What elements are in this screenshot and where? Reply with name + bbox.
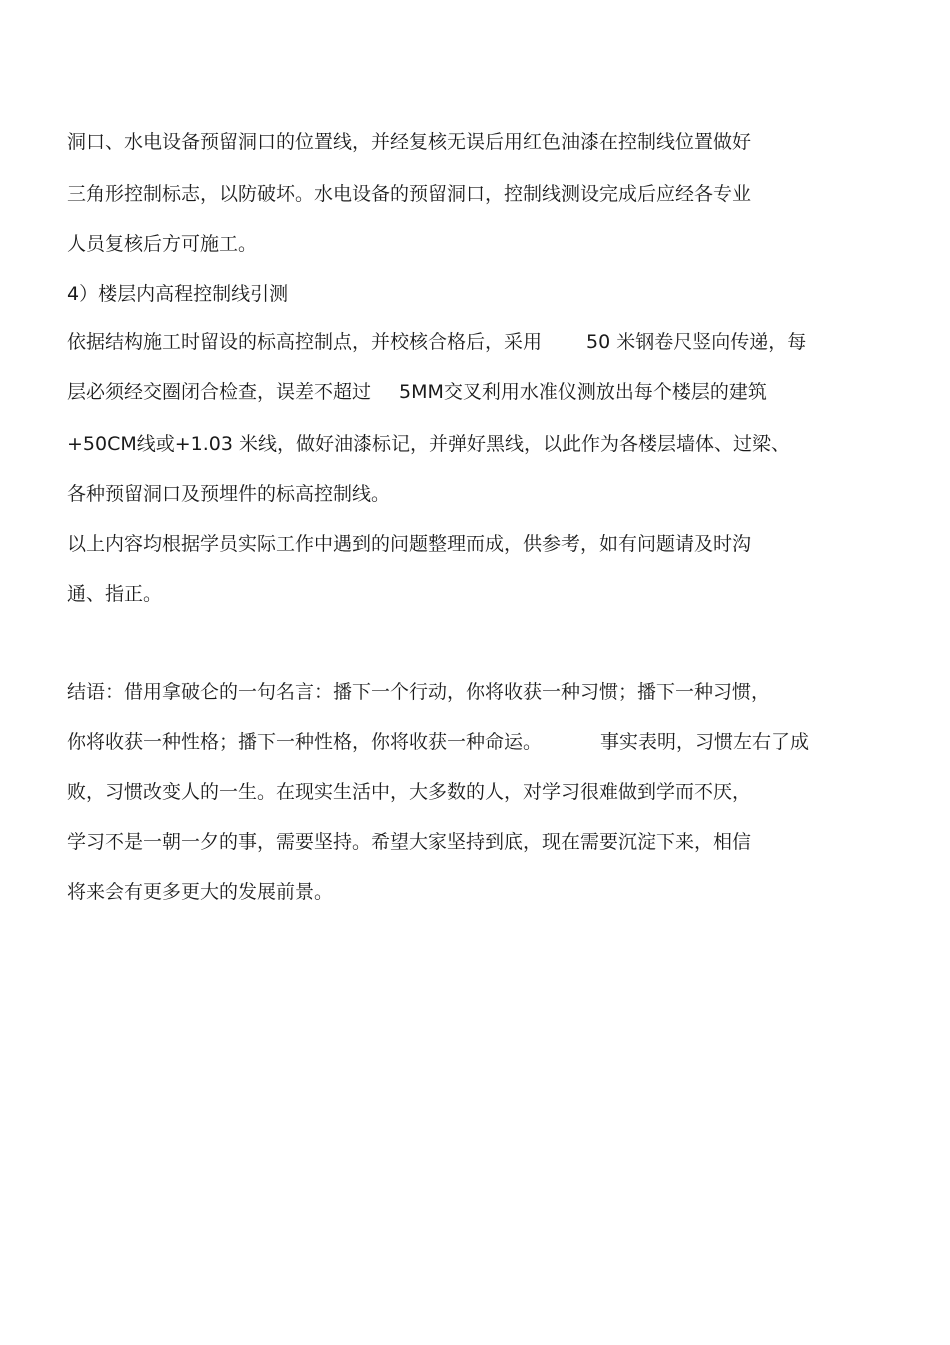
conclusion-line-3: 败，习惯改变人的一生。在现实生活中，大多数的人，对学习很难做到学而不厌， (67, 781, 752, 803)
paragraph-line-6 (67, 380, 767, 404)
paragraph-line-10: 通、指正。 (67, 583, 163, 605)
paragraph-line-3: 人员复核后方可施工。 (67, 233, 258, 255)
conclusion-line-1: 结语：借用拿破仑的一句名言：播下一个行动，你将收获一种习惯；播下一种习惯， (67, 681, 771, 703)
text-segment: 5MM交叉利用水准仪测放出每个楼层的建筑 (399, 381, 767, 403)
paragraph-line-2: 三角形控制标志，以防破坏。水电设备的预留洞口，控制线测设完成后应经各专业 (67, 183, 752, 205)
text-segment: 层必须经交圈闭合检查，误差不超过 (67, 381, 372, 403)
paragraph-line-9: 以上内容均根据学员实际工作中遇到的问题整理而成，供参考，如有问题请及时沟 (67, 533, 752, 555)
text-segment: 你将收获一种性格；播下一种性格，你将收获一种命运。 (67, 731, 543, 753)
paragraph-line-7: +50CM线或+1.03 米线，做好油漆标记，并弹好黑线，以此作为各楼层墙体、过梁、 (67, 433, 791, 455)
conclusion-line-2 (67, 730, 809, 754)
text-segment: 依据结构施工时留设的标高控制点，并校核合格后，采用 (67, 331, 543, 353)
text-segment: 事实表明，习惯左右了成 (600, 731, 810, 753)
text-segment: 50 米钢卷尺竖向传递，每 (586, 331, 807, 353)
section-heading: 4）楼层内高程控制线引测 (67, 283, 289, 305)
paragraph-line-8: 各种预留洞口及预埋件的标高控制线。 (67, 483, 391, 505)
conclusion-line-4: 学习不是一朝一夕的事，需要坚持。希望大家坚持到底，现在需要沉淀下来，相信 (67, 831, 752, 853)
paragraph-line-1: 洞口、水电设备预留洞口的位置线，并经复核无误后用红色油漆在控制线位置做好 (67, 131, 752, 153)
conclusion-line-5: 将来会有更多更大的发展前景。 (67, 881, 334, 903)
paragraph-line-5 (67, 330, 806, 354)
